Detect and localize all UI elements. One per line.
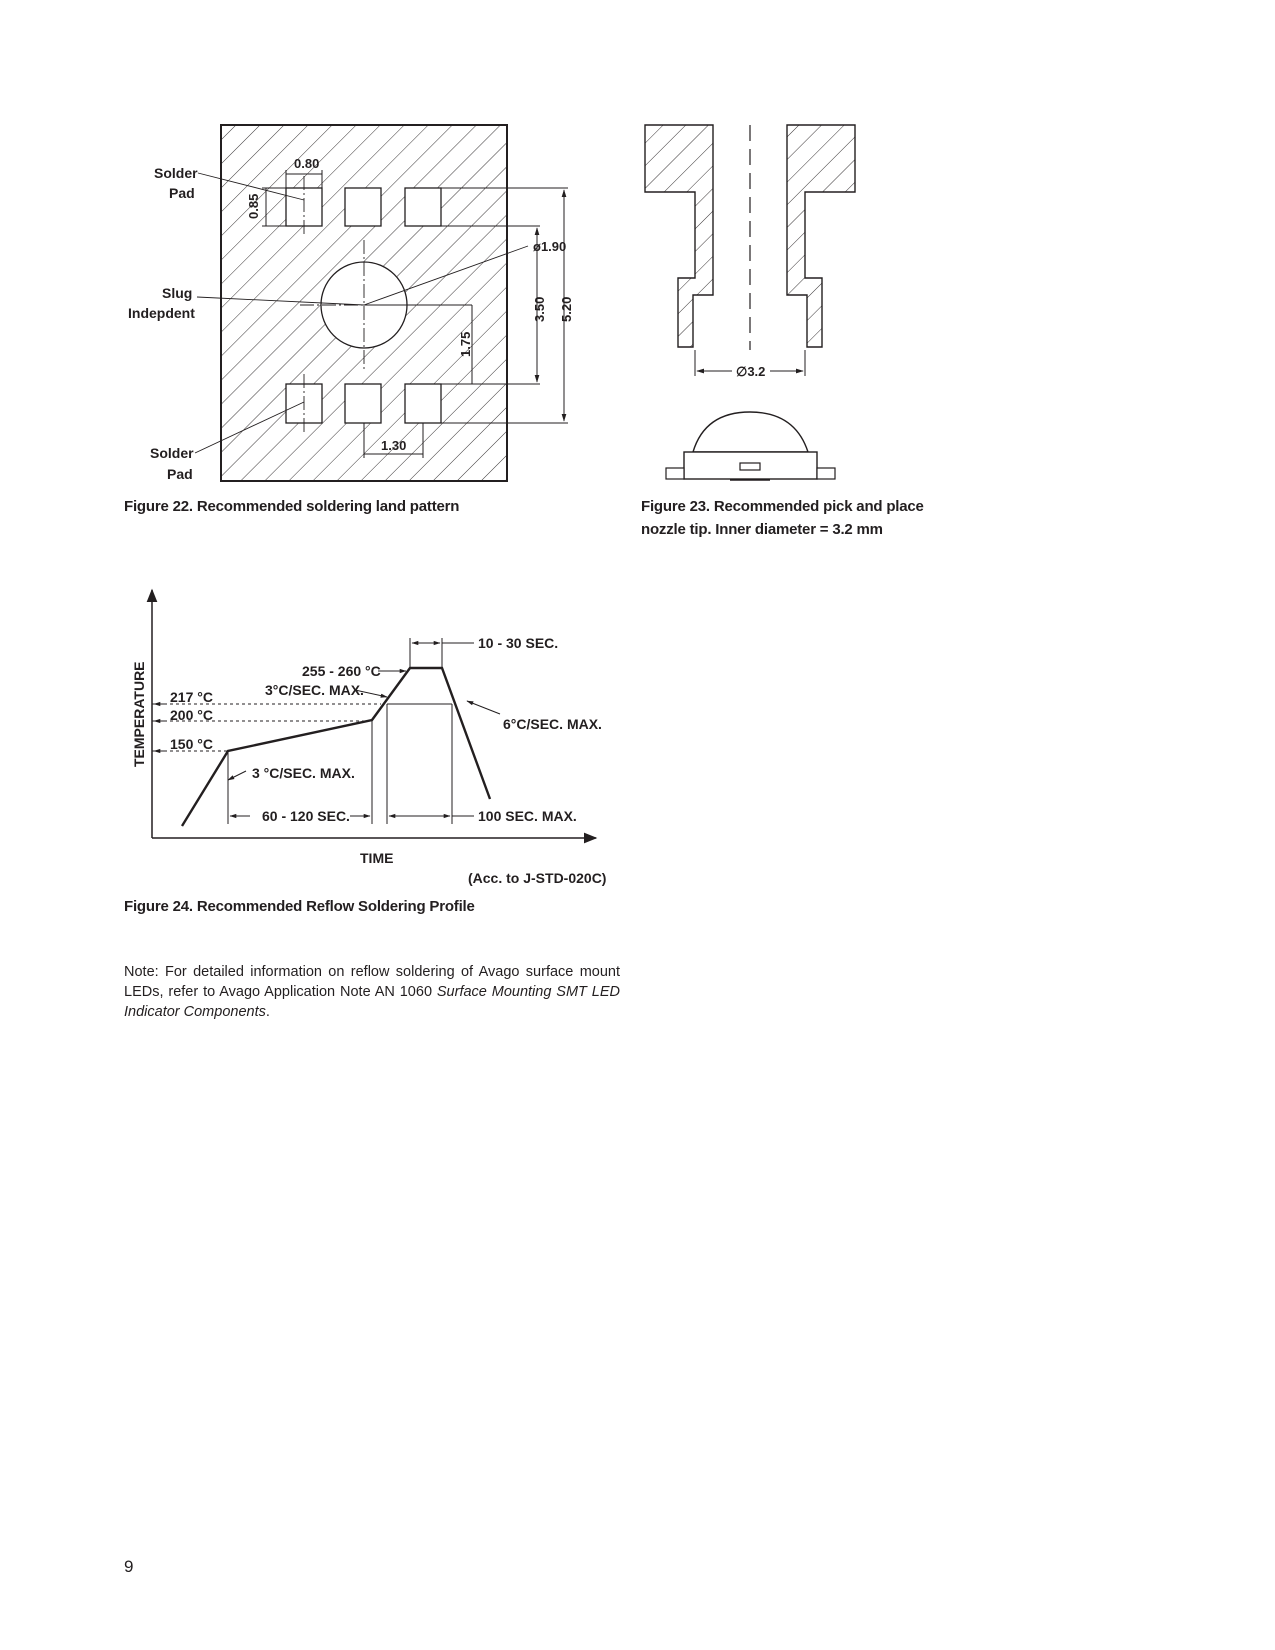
label-solder-pad-bottom-1: Solder (150, 445, 194, 461)
level-200: 200 °C (170, 707, 213, 723)
pad-top-mid (345, 188, 381, 226)
level-150: 150 °C (170, 736, 213, 752)
top-pads (286, 188, 441, 226)
dim-pad-height: 0.85 (246, 193, 261, 219)
ann-peak-temp: 255 - 260 °C (302, 663, 381, 679)
figure-23-caption-line1: Figure 23. Recommended pick and place (641, 498, 924, 515)
dim-nozzle-diameter: ∅3.2 (736, 364, 766, 379)
dim-pad-pitch: 1.30 (381, 438, 407, 453)
figure-23-nozzle (620, 100, 880, 490)
dim-outer-span: 5.20 (559, 296, 574, 322)
pad-bottom-right (405, 384, 441, 423)
page-number: 9 (124, 1557, 134, 1576)
figure-23-caption-line2: nozzle tip. Inner diameter = 3.2 mm (641, 521, 883, 538)
figure-22-land-pattern (0, 0, 640, 500)
label-solder-pad-top-2: Pad (169, 185, 195, 201)
nozzle-right-wall (787, 125, 855, 347)
note-italic: Surface Mounting SMT LED Indicator Components (124, 984, 620, 1020)
ann-ramp-up-upper: 3°C/SEC. MAX. (265, 682, 364, 698)
dim-slug-diameter: ø1.90 (533, 239, 567, 254)
ann-ramp-down: 6°C/SEC. MAX. (503, 716, 602, 732)
nozzle-left-wall (645, 125, 713, 347)
dim-inner-span: 3.50 (532, 296, 547, 322)
dim-slug-offset: 1.75 (458, 331, 473, 357)
figure-23-caption (641, 495, 924, 541)
label-slug-1: Slug (162, 285, 193, 301)
ann-peak-time: 10 - 30 SEC. (478, 635, 559, 651)
ann-standard: (Acc. to J-STD-020C) (468, 870, 607, 886)
dim-pad-width: 0.80 (294, 156, 320, 171)
led-package (666, 412, 835, 480)
x-axis-label: TIME (360, 850, 394, 866)
pad-top-right (405, 188, 441, 226)
ann-preheat-time: 60 - 120 SEC. (262, 808, 350, 824)
note-prefix: Note: For detailed information on reflow soldering of Avago surface mount LEDs, refer to Avago Application Note AN 1060 (124, 964, 620, 1000)
ann-reflow-time: 100 SEC. MAX. (478, 808, 577, 824)
figure-24-reflow-profile (0, 580, 640, 900)
bottom-pads (286, 384, 441, 423)
level-217: 217 °C (170, 689, 213, 705)
ann-ramp-up-lower: 3 °C/SEC. MAX. (252, 765, 355, 781)
y-axis-label: TEMPERATURE (131, 661, 147, 767)
figure-24-caption: Figure 24. Recommended Reflow Soldering Profile (124, 898, 475, 915)
note-paragraph (124, 962, 620, 1022)
figure-22-caption: Figure 22. Recommended soldering land pattern (124, 498, 460, 515)
label-solder-pad-bottom-2: Pad (167, 466, 193, 482)
pad-bottom-mid (345, 384, 381, 423)
label-solder-pad-top-1: Solder (154, 165, 198, 181)
note-suffix: . (265, 1004, 270, 1020)
label-slug-2: Indepdent (128, 305, 195, 321)
